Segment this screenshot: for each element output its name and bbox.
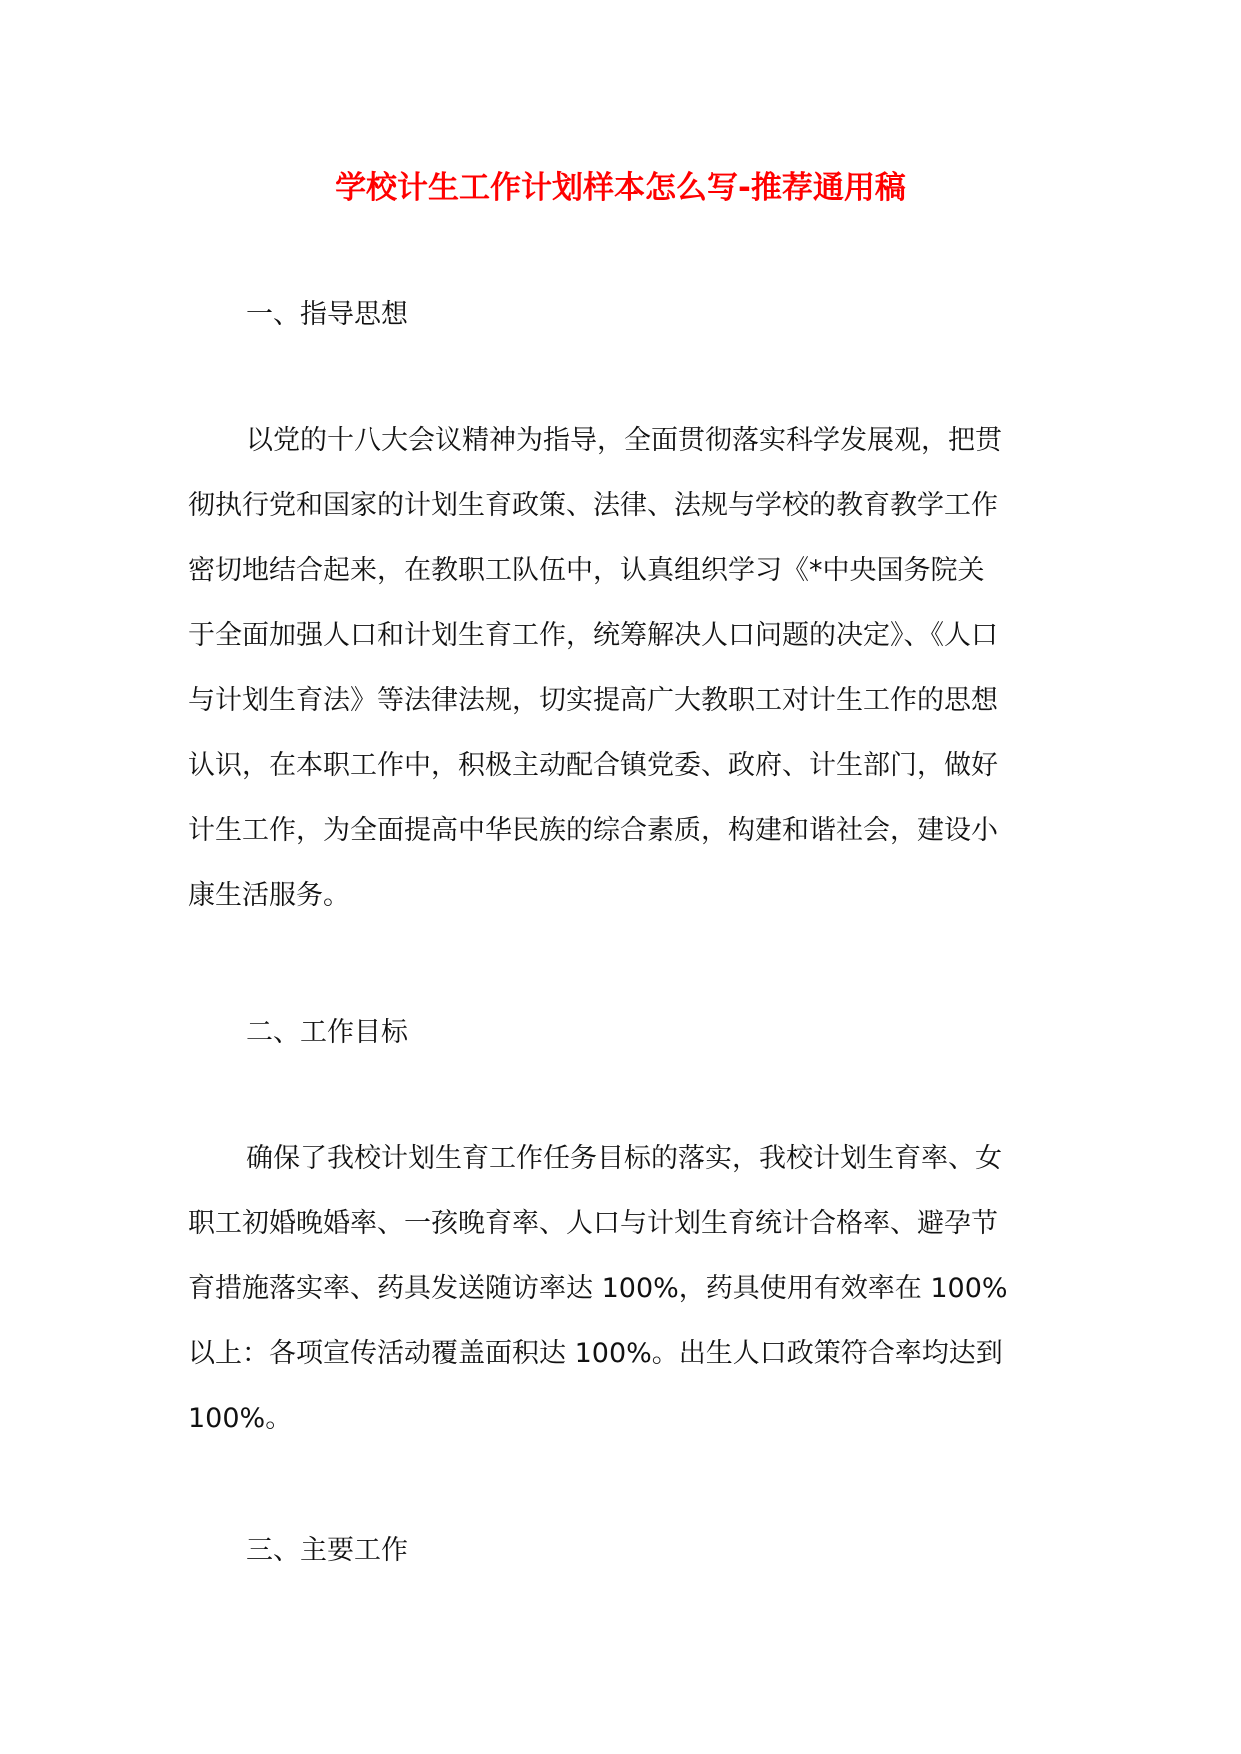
paragraph-line: 确保了我校计划生育工作任务目标的落实，我校计划生育率、女 [246,1143,1002,1174]
section-heading-guiding-ideology: 一、指导思想 [246,299,408,330]
paragraph-line: 计生工作，为全面提高中华民族的综合素质，构建和谐社会，建设小 [188,815,998,846]
paragraph-line: 密切地结合起来，在教职工队伍中，认真组织学习《*中央国务院关 [188,555,985,586]
paragraph-line: 职工初婚晚婚率、一孩晚育率、人口与计划生育统计合格率、避孕节 [188,1208,998,1239]
section-heading-main-work: 三、主要工作 [246,1535,408,1566]
section-paragraph-work-goals [188,1126,1088,1451]
paragraph-line: 认识，在本职工作中，积极主动配合镇党委、政府、计生部门，做好 [188,750,998,781]
paragraph-line: 与计划生育法》等法律法规，切实提高广大教职工对计生工作的思想 [188,685,998,716]
document-title: 学校计生工作计划样本怎么写-推荐通用稿 [335,170,906,206]
paragraph-line: 以上：各项宣传活动覆盖面积达 100%。出生人口政策符合率均达到 [188,1338,1003,1369]
paragraph-line: 彻执行党和国家的计划生育政策、法律、法规与学校的教育教学工作 [188,490,998,521]
paragraph-line: 100%。 [188,1403,293,1434]
section-heading-work-goals: 二、工作目标 [246,1017,408,1048]
paragraph-line: 康生活服务。 [188,880,350,911]
paragraph-line: 以党的十八大会议精神为指导，全面贯彻落实科学发展观，把贯 [246,425,1002,456]
paragraph-line: 于全面加强人口和计划生育工作，统筹解决人口问题的决定》、《人口 [188,620,998,651]
section-paragraph-guiding-ideology [188,408,1088,928]
paragraph-line: 育措施落实率、药具发送随访率达 100%，药具使用有效率在 100% [188,1273,1008,1304]
